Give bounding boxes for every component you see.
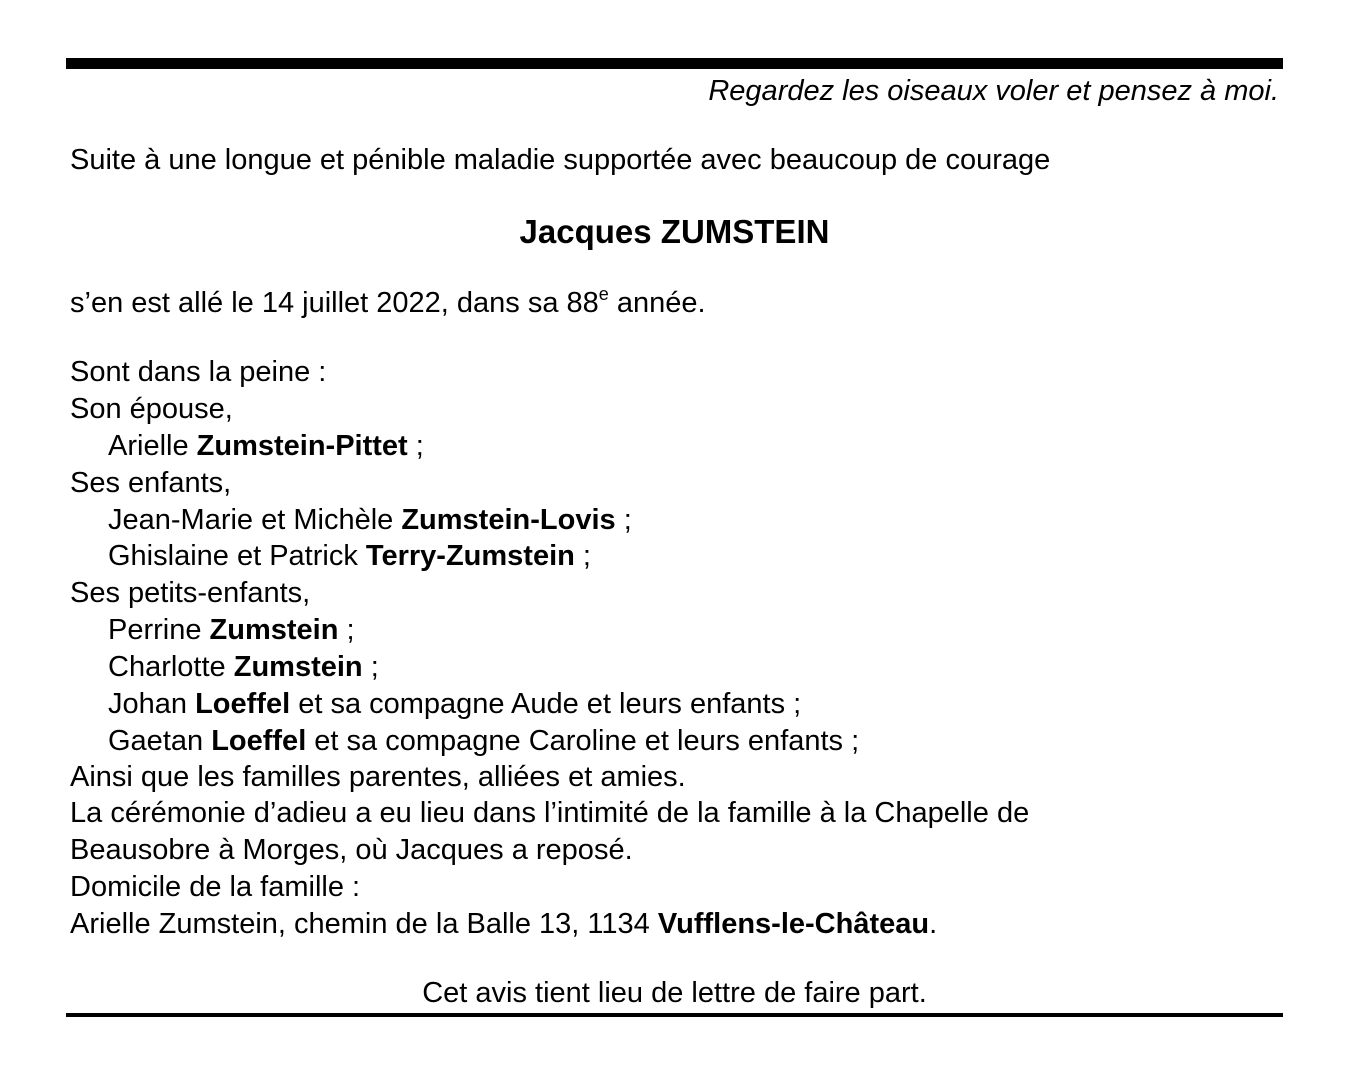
- child-last: Zumstein-Lovis: [401, 504, 616, 536]
- grandchild-end: ;: [362, 651, 379, 683]
- address-end: .: [929, 908, 938, 940]
- spouse-end: ;: [407, 430, 424, 462]
- grandchild-end: et sa compagne Aude et leurs enfants ;: [290, 688, 802, 720]
- death-line-suffix: année.: [608, 287, 706, 319]
- grandchild-last: Loeffel: [211, 725, 307, 757]
- address-line: [70, 906, 937, 942]
- grandchild-end: ;: [338, 614, 355, 646]
- footer-note: Cet avis tient lieu de lettre de faire part.: [422, 977, 927, 1009]
- child-entry: [108, 538, 591, 574]
- spouse-last: Zumstein-Pittet: [196, 430, 408, 462]
- top-rule: [66, 58, 1283, 69]
- grandchild-entry: [108, 649, 379, 685]
- death-line: [70, 285, 706, 321]
- spouse-heading: Son épouse,: [70, 393, 233, 425]
- grandchild-entry: [108, 612, 355, 648]
- grandchild-first: Perrine: [108, 614, 210, 646]
- child-last: Terry-Zumstein: [365, 540, 575, 572]
- motto: Regardez les oiseaux voler et pensez à moi.: [708, 75, 1279, 107]
- intro-line: Suite à une longue et pénible maladie supportée avec beaucoup de courage: [70, 144, 1051, 176]
- grandchild-last: Zumstein: [233, 651, 363, 683]
- death-line-prefix: s’en est allé le 14 juillet 2022, dans sa 88: [70, 287, 599, 319]
- grandchild-entry: [108, 686, 801, 722]
- spouse-first: Arielle: [108, 430, 197, 462]
- child-entry: [108, 502, 632, 538]
- spouse-entry: [108, 428, 424, 464]
- grandchild-end: et sa compagne Caroline et leurs enfants ;: [306, 725, 860, 757]
- grandchild-last: Loeffel: [195, 688, 291, 720]
- grandchild-first: Gaetan: [108, 725, 212, 757]
- child-end: ;: [574, 540, 591, 572]
- children-heading: Ses enfants,: [70, 467, 232, 499]
- grandchildren-heading: Ses petits-enfants,: [70, 577, 311, 609]
- deceased-name: Jacques ZUMSTEIN: [519, 213, 830, 250]
- child-first: Jean-Marie et Michèle: [108, 504, 402, 536]
- ceremony-line-2: Beausobre à Morges, où Jacques a reposé.: [70, 834, 633, 866]
- bottom-rule: [66, 1013, 1283, 1017]
- families-line: Ainsi que les familles parentes, alliées et amies.: [70, 761, 686, 793]
- grandchild-last: Zumstein: [209, 614, 339, 646]
- grandchild-first: Johan: [108, 688, 196, 720]
- grandchild-first: Charlotte: [108, 651, 234, 683]
- address-town: Vufflens-le-Château: [657, 908, 930, 940]
- address-street: Arielle Zumstein, chemin de la Balle 13, 1134: [70, 908, 658, 940]
- grief-heading: Sont dans la peine :: [70, 356, 327, 388]
- child-first: Ghislaine et Patrick: [108, 540, 366, 572]
- death-line-superscript: e: [598, 284, 609, 304]
- child-end: ;: [615, 504, 632, 536]
- domicile-heading: Domicile de la famille :: [70, 871, 361, 903]
- grandchild-entry: [108, 723, 859, 759]
- ceremony-line-1: La cérémonie d’adieu a eu lieu dans l’intimité de la famille à la Chapelle de: [70, 797, 1030, 829]
